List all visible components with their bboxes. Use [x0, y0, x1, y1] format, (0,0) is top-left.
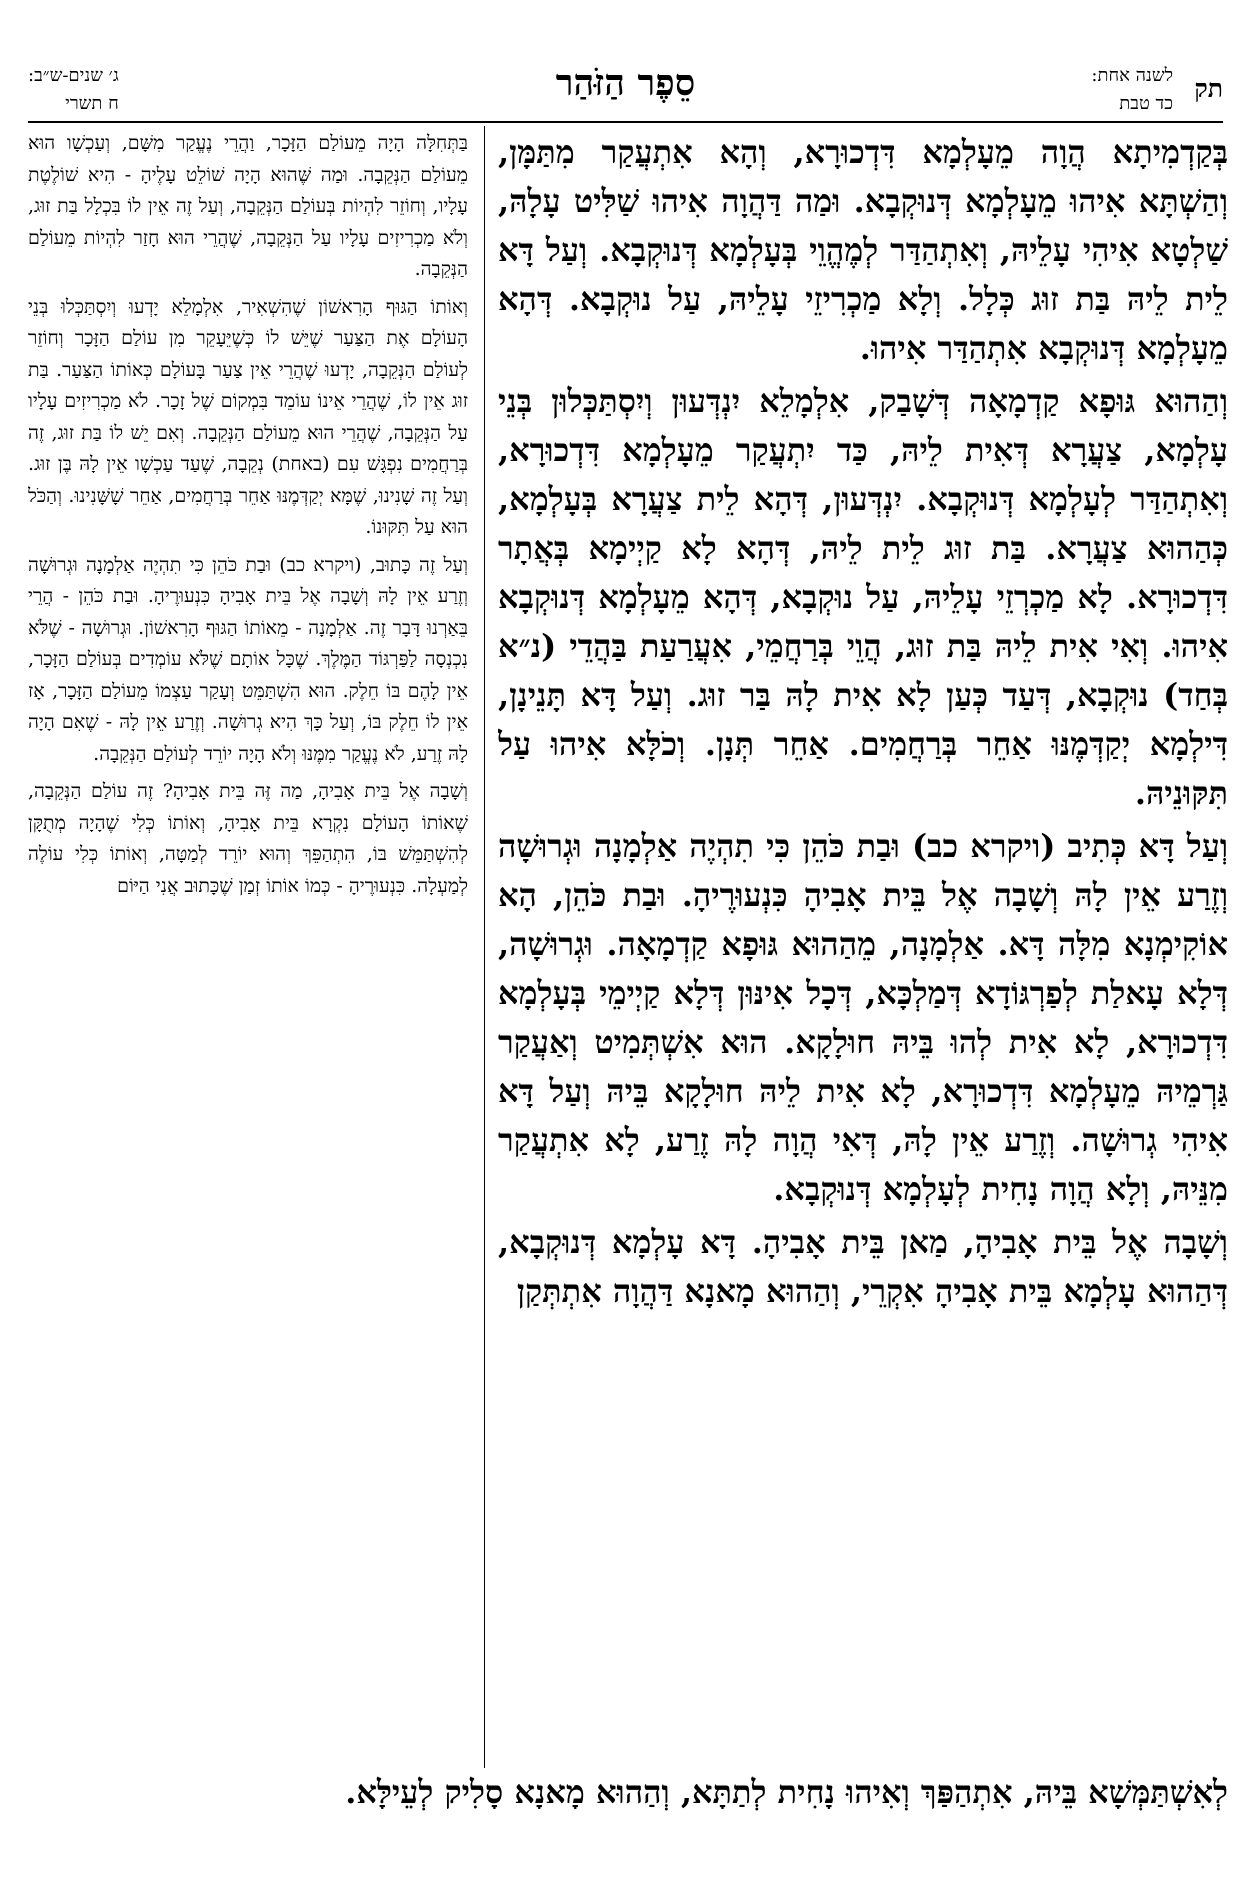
schedule-line-3: ג׳ שנים-ש״ב: [28, 65, 119, 86]
side-paragraph: בַּתְּחִלָּה הָיָה מֵעוֹלַם הַזָּכָר, וַהֲרֵי נֶעֱקַר מִשָּׁם, וְעַכְשָׁו הוּא מֵעוֹלַם הַנְּקֵבָה. וּמַה שֶּׁהוּא הָיָה שׁוֹלֵט עָלֶיהָ - הִיא שׁוֹלֶטֶת עָלָיו, וְחוֹזֵר לִהְיוֹת בְּעוֹלַם הַנְּקֵבָה, וְעַל זֶה אֵין לוֹ בִּכְלָל בַּת זוּג, וְלֹא מַכְרִיזִים עָלָיו עַל הַנְּקֵבָה, שֶׁהֲרֵי הוּא חָזַר לִהְיוֹת מֵעוֹלַם הַנְּקֵבָה. [28, 132, 468, 280]
main-paragraph: וְעַל דָּא כְּתִיב (ויקרא כב) וּבַת כֹּהֵן כִּי תִהְיֶה אַלְמָנָה וּגְרוּשָׁה וְזֶרַע אֵין לָהּ וְשָׁבָה אֶל בֵּית אָבִיהָ כִּנְעוּרֶיהָ. וּבַת כֹּהֵן, הָא אוֹקִימְנָא מִלָּה דָּא. אַלְמָנָה, מֵהַהוּא גּוּפָא קַדְמָאָה. וּגְרוּשָׁה, דְּלָא עָאלַת לְפַרְגּוֹדָא דְּמַלְכָּא, דְּכָל אִינּוּן דְּלָא קַיְימֵי בְּעָלְמָא דִּדְכוּרָא, לָא אִית לְהוּ בֵּיהּ חוּלָקָא. הוּא אִשְׁתְּמִיט וְאַעֲקַר גַּרְמֵיהּ מֵעָלְמָא דִּדְכוּרָא, לָא אִית לֵיהּ חוּלָקָא בֵּיהּ וְעַל דָּא אִיהִי גְרוּשָׁה. וְזֶרַע אֵין לָהּ, דְּאִי הֲוָה לָהּ זֶרַע, לָא אִתְעֲקַר מִנֵּיהּ, וְלָא הֲוָה נָחִית לְעָלְמָא דְּנוּקְבָא. [498, 827, 1228, 1208]
main-paragraph: וְשָׁבָה אֶל בֵּית אָבִיהָ, מַאן בֵּית אָבִיהָ. דָּא עָלְמָא דְּנוּקְבָא, דְּהַהוּא עָלְמָא בֵּית אָבִיהָ אִקְרֵי, וְהַהוּא מָאנָא דַּהֲוָה אִתְתְּקַן [498, 1223, 1228, 1310]
side-paragraph: וְאוֹתוֹ הַגּוּף הָרִאשׁוֹן שֶׁהִשְׁאִיר, אִלְמָלֵא יָדְעוּ וְיִסְתַּכְּלוּ בְּנֵי הָעוֹלָם אֶת הַצַּעַר שֶׁיֵּשׁ לוֹ כְּשֶׁיֵּעָקֵר מִן עוֹלַם הַזָּכָר וְחוֹזֵר לְעוֹלַם הַנְּקֵבָה, יָדְעוּ שֶׁהֲרֵי אֵין צַעַר בָּעוֹלָם כְּאוֹתוֹ הַצַּעַר. בַּת זוּג אֵין לוֹ, שֶׁהֲרֵי אֵינוֹ עוֹמֵד בִּמְקוֹם שֶׁל זָכָר. לֹא מַכְרִיזִים עָלָיו עַל הַנְּקֵבָה, שֶׁהֲרֵי הוּא מֵעוֹלַם הַנְּקֵבָה. וְאִם יֵשׁ לוֹ בַּת זוּג, זֶה בְּרַחֲמִים נִפְגָּשׁ עִם (באחת) נְקֵבָה, שֶׁעַד עַכְשָׁו אֵין לָהּ בֶּן זוּג. וְעַל זֶה שָׁנִינוּ, שֶׁמָּא יְקַדְּמֶנּוּ אַחֵר בְּרַחֲמִים, אַחֵר שָׁשָּׁנִינוּ. וְהַכֹּל הוּא עַל תִּקּוּנוֹ. [28, 295, 468, 538]
aramaic-text-column [498, 128, 1228, 1768]
header-divider [28, 121, 1223, 123]
page-header [28, 62, 1223, 124]
schedule-line-2: כד טבת [1119, 93, 1173, 114]
side-paragraph: וְשָׁבָה אֶל בֵּית אָבִיהָ, מַה זֶּה בֵּית אָבִיהָ? זֶה עוֹלַם הַנְּקֵבָה, שֶׁאוֹתוֹ הָעוֹלָם נִקְרָא בֵּית אָבִיהָ, וְאוֹתוֹ כְּלִי שֶׁהָיָה מְתֻקָּן לְהִשְׁתַּמֵּשׁ בּוֹ, הִתְהַפֵּךְ וְהוּא יוֹרֵד לְמַטָּה, וְאוֹתוֹ כְּלִי עוֹלֶה לְמַעְלָה. כִּנְעוּרֶיהָ - כְּמוֹ אוֹתוֹ זְמַן שֶׁכָּתוּב אֲנִי הַיּוֹם [28, 780, 468, 897]
side-paragraph: וְעַל זֶה כָּתוּב, (ויקרא כב) וּבַת כֹּהֵן כִּי תִהְיֶה אַלְמָנָה וּגְרוּשָׁה וְזֶרַע אֵין לָהּ וְשָׁבָה אֶל בֵּית אָבִיהָ כִּנְעוּרֶיהָ. וּבַת כֹּהֵן - הֲרֵי בֵּאַרְנוּ דָּבָר זֶה. אַלְמָנָה - מֵאוֹתוֹ הַגּוּף הָרִאשׁוֹן. וּגְרוּשָׁה - שֶׁלֹּא נִכְנְסָה לַפַּרְגּוֹד הַמֶּלֶךְ. שֶׁכָּל אוֹתָם שֶׁלֹּא עוֹמְדִים בְּעוֹלַם הַזָּכָר, אֵין לָהֶם בּוֹ חֵלֶק. הוּא הִשְׁתַּמֵּט וְעָקַר עַצְמוֹ מֵעוֹלַם הַזָּכָר, אָז אֵין לוֹ חֵלֶק בּוֹ, וְעַל כָּךְ הִיא גְרוּשָׁה. וְזֶרַע אֵין לָהּ - שֶׁאִם הָיָה לָהּ זֶרַע, לֹא נֶעֱקַר מִמֶּנּוּ וְלֹא הָיָה יוֹרֵד לְעוֹלַם הַנְּקֵבָה. [28, 553, 468, 765]
book-title: סֵפֶר הַזֹּהַר [555, 62, 696, 104]
full-width-bottom-line: לְאִשְׁתַּמְּשָׁא בֵּיהּ, אִתְהַפַּךְ וְאִיהוּ נָחִית לְתַתָּא, וְהַהוּא מָאנָא סָלִיק לְעֵילָּא. [345, 1773, 1228, 1811]
main-paragraph: בְּקַדְמִיתָא הֲוָה מֵעָלְמָא דִּדְכוּרָא, וְהָא אִתְעֲקַר מִתַּמָּן, וְהַשְׁתָּא אִיהוּ מֵעָלְמָא דְּנוּקְבָא. וּמַה דַּהֲוָה אִיהוּ שַׁלִּיט עָלָהּ, שַׁלְטָא אִיהִי עָלֵיהּ, וְאִתְהַדַּר לְמֶהֱוֵי בְּעָלְמָא דְּנוּקְבָא. וְעַל דָּא לֵית לֵיהּ בַּת זוּג כְּלָל. וְלָא מַכְרִיזֵי עָלֵיהּ, עַל נוּקְבָא. דְּהָא מֵעָלְמָא דְּנוּקְבָא אִתְהַדַּר אִיהוּ. [498, 133, 1228, 367]
hebrew-translation-column [28, 128, 468, 1768]
main-paragraph: וְהַהוּא גּוּפָא קַדְמָאָה דְּשָׁבַק, אִלְמָלֵא יִנְדְּעוּן וְיִסְתַּכְּלוּן בְּנֵי עָלְמָא, צַעֲרָא דְּאִית לֵיהּ, כַּד יִתְעֲקַר מֵעָלְמָא דִּדְכוּרָא, וְאִתְהַדַּר לְעָלְמָא דְּנוּקְבָא. יִנְדְּעוּן, דְּהָא לֵית צַעֲרָא בְּעָלְמָא, כְּהַהוּא צַעֲרָא. בַּת זוּג לֵית לֵיהּ, דְּהָא לָא קַיְימָא בְּאֲתָר דִּדְכוּרָא. לָא מַכְרְזֵי עָלֵיהּ, עַל נוּקְבָא, דְּהָא מֵעָלְמָא דְּנוּקְבָא אִיהוּ. וְאִי אִית לֵיהּ בַּת זוּג, הֲוֵי בְּרַחֲמֵי, אִעֲרַעַת בַּהֲדֵי (נ״א בְּחַד) נוּקְבָא, דְּעַד כְּעַן לָא אִית לָהּ בַּר זוּג. וְעַל דָּא תָּנֵינָן, דִּילְמָא יְקַדְּמֶנּוּ אַחֵר בְּרַחֲמִים. אַחֵר תְּנָן. וְכֹלָּא אִיהוּ עַל תִּקּוּנֵיהּ. [498, 382, 1228, 812]
triennial-schedule-label [28, 62, 119, 118]
page-number: תק [1194, 74, 1223, 103]
schedule-line-4: ח תשרי [65, 93, 119, 114]
schedule-line-1: לשנה אחת: [1091, 65, 1173, 86]
column-divider [484, 126, 485, 1768]
